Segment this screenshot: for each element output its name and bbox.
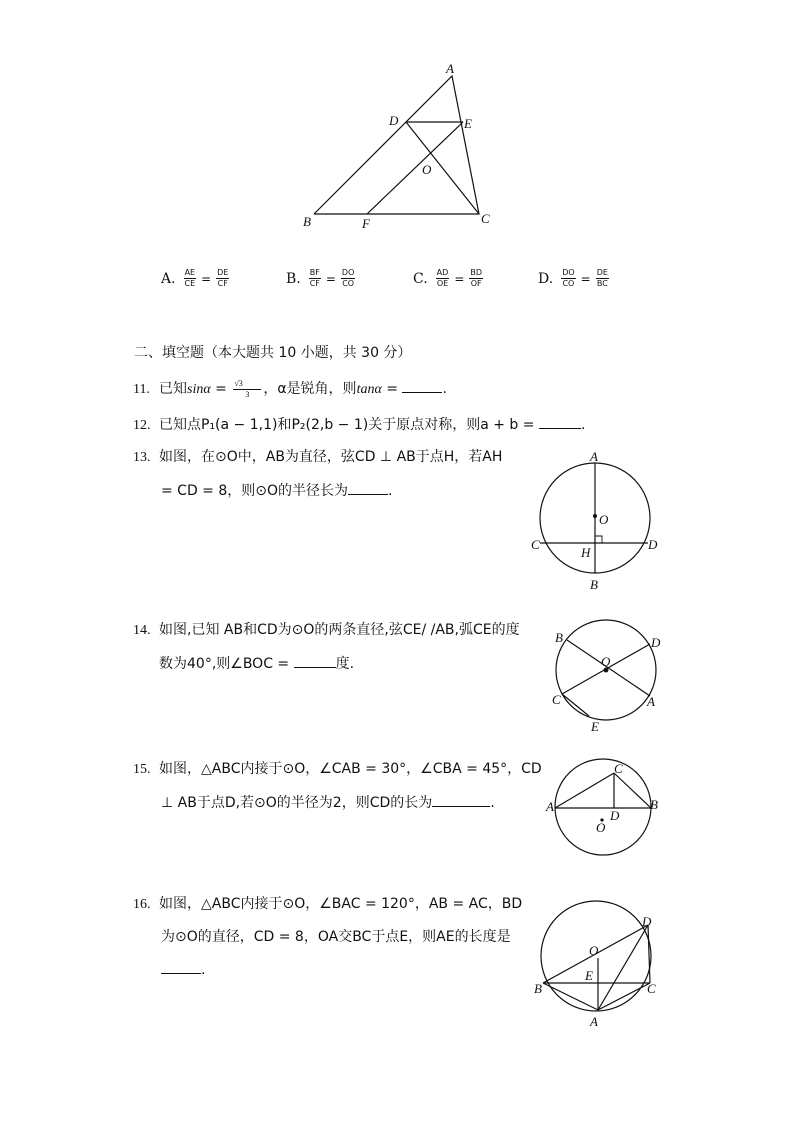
label-C: C — [481, 211, 490, 226]
label-E: E — [591, 719, 599, 734]
label-D: D — [642, 914, 652, 929]
fraction: $\frac{DO}{CO}$ — [341, 268, 355, 288]
option-letter: B. — [286, 270, 301, 287]
option-c[interactable]: C. $\frac{AD}{OE}$ = $\frac{BD}{OF}$ — [413, 268, 483, 288]
option-letter: D. — [538, 270, 554, 287]
label-C: C — [647, 981, 656, 996]
label-O: O — [422, 162, 432, 177]
option-d[interactable]: D. $\frac{DO}{CO}$ = $\frac{DE}{BC}$ — [538, 268, 608, 288]
figure-q16-circle — [530, 898, 680, 1038]
option-b[interactable]: B. $\frac{BF}{CF}$ = $\frac{DO}{CO}$ — [286, 268, 355, 288]
fraction: $\frac{DE}{CF}$ — [217, 268, 229, 288]
label-B: B — [650, 797, 658, 812]
option-letter: A. — [161, 270, 176, 287]
label-O: O — [589, 943, 599, 958]
answer-blank[interactable] — [161, 959, 201, 974]
answer-blank[interactable] — [402, 378, 442, 393]
label-O: O — [599, 512, 609, 527]
option-letter: C. — [413, 270, 428, 287]
label-A: A — [590, 449, 598, 464]
figure-q13-circle — [520, 450, 680, 600]
label-F: F — [362, 216, 370, 231]
answer-blank[interactable] — [348, 480, 388, 495]
question-11: 11. 已知sinα = $\frac{√3}{3}$ ，α是锐角，则tanα = . — [133, 378, 447, 399]
section-title: 二、填空题（本大题共 10 小题，共 30 分） — [134, 345, 412, 361]
answer-blank[interactable] — [432, 792, 490, 807]
figure-q14-circle — [540, 610, 690, 740]
fraction: $\frac{DE}{BC}$ — [596, 268, 608, 288]
label-B: B — [303, 214, 311, 229]
label-C: C — [531, 537, 540, 552]
label-B: B — [590, 577, 598, 592]
label-E: E — [464, 116, 472, 131]
question-12: 12. 已知点P₁(a − 1,1)和P₂(2,b − 1)关于原点对称，则a + b = . — [133, 414, 585, 436]
answer-blank[interactable] — [294, 653, 336, 668]
figure-q15-circle — [540, 758, 690, 868]
label-D: D — [389, 113, 399, 128]
fraction: $\frac{BD}{OF}$ — [470, 268, 483, 288]
label-A: A — [446, 61, 454, 76]
figure-triangle-top — [0, 0, 794, 240]
label-O: O — [596, 820, 606, 835]
fraction: $\frac{AE}{CE}$ — [184, 268, 196, 288]
label-H: H — [581, 545, 591, 560]
label-B: B — [555, 630, 563, 645]
label-D: D — [648, 537, 658, 552]
label-B: B — [534, 981, 542, 996]
fraction: $\frac{BF}{CF}$ — [309, 268, 320, 288]
fraction: $\frac{AD}{OE}$ — [436, 268, 449, 288]
label-C: C — [614, 761, 623, 776]
label-A: A — [647, 694, 655, 709]
label-A: A — [590, 1014, 598, 1029]
label-E: E — [585, 968, 593, 983]
label-O: O — [601, 654, 611, 669]
label-D: D — [610, 808, 620, 823]
answer-blank[interactable] — [539, 414, 581, 429]
option-a[interactable]: A. $\frac{AE}{CE}$ = $\frac{DE}{CF}$ — [161, 268, 229, 288]
question-15: 15. 如图，△ABC内接于⊙O，∠CAB = 30°，∠CBA = 45°，CD ⊥ AB于点D,若⊙O的半径为2，则CD的长为 . — [133, 761, 542, 811]
question-13: 13. 如图，在⊙O中，AB为直径，弦CD ⊥ AB于点H，若AH = CD = 8，则⊙O的半径长为 . — [133, 449, 503, 499]
question-16: 16. 如图，△ABC内接于⊙O，∠BAC = 120°，AB = AC，BD 为⊙O的直径，CD = 8，OA交BC于点E，则AE的长度是 . — [133, 896, 523, 978]
fraction: $\frac{DO}{CO}$ — [562, 268, 575, 288]
label-D: D — [651, 635, 661, 650]
label-C: C — [552, 692, 561, 707]
label-A: A — [546, 799, 554, 814]
question-14: 14. 如图,已知 AB和CD为⊙O的两条直径,弦CE/ /AB,弧CE的度 数为40°,则∠BOC = 度. — [133, 622, 520, 672]
